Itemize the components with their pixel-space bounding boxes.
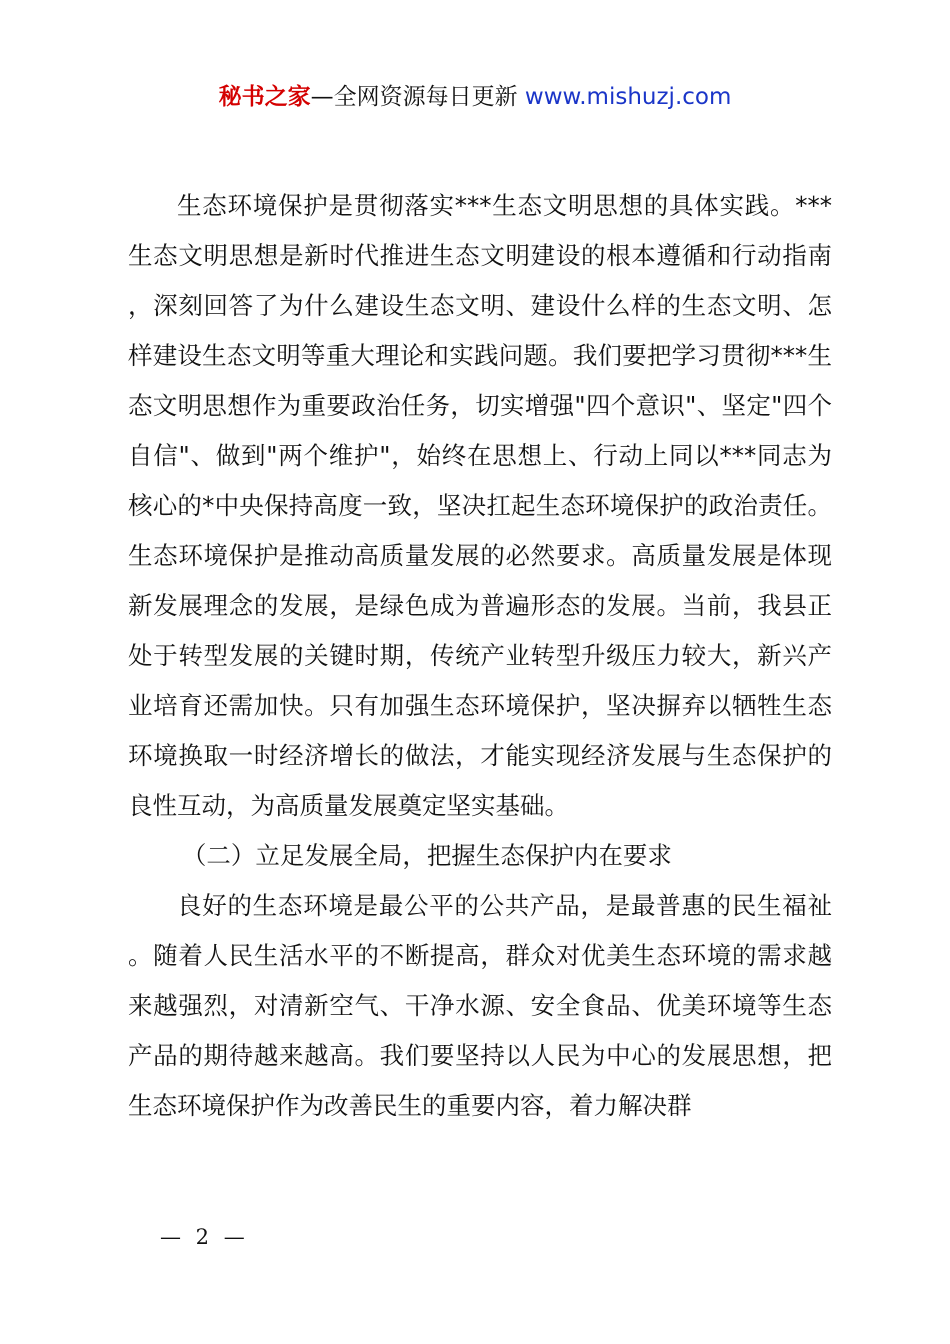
body-paragraph: 生态环境保护是贯彻落实***生态文明思想的具体实践。***生态文明思想是新时代推进生态文明建设的根本遵循和行动指南，深刻回答了为什么建设生态文明、建设什么样的生态文明、怎样建设生态文明等重大理论和实践问题。我们要把学习贯彻***生态文明思想作为重要政治任务，切实增强"四个意识"、坚定"四个自信"、做到"两个维护"，始终在思想上、行动上同以***同志为核心的*中央保持高度一致，坚决扛起生态环境保护的政治责任。生态环境保护是推动高质量发展的必然要求。高质量发展是体现新发展理念的发展，是绿色成为普遍形态的发展。当前，我县正处于转型发展的关键时期，传统产业转型升级压力较大，新兴产业培育还需加快。只有加强生态环境保护，坚决摒弃以牺牲生态环境换取一时经济增长的做法，才能实现经济发展与生态保护的良性互动，为高质量发展奠定坚实基础。: [128, 191, 832, 820]
site-url-link[interactable]: www.mishuzj.com: [524, 84, 732, 110]
body-paragraph: 良好的生态环境是最公平的公共产品，是最普惠的民生福祉。随着人民生活水平的不断提高，群众对优美生态环境的需求越来越强烈，对清新空气、干净水源、安全食品、优美环境等生态产品的期待越来越高。我们要坚持以人民为中心的发展思想，把生态环境保护作为改善民生的重要内容，着力解决群: [128, 891, 832, 1120]
section-heading: （二）立足发展全局，把握生态保护内在要求: [181, 841, 672, 870]
document-body: [128, 181, 832, 1131]
page-number: — 2 —: [160, 1225, 249, 1249]
site-header: [0, 80, 950, 114]
brand-name: 秘书之家: [218, 84, 311, 110]
header-slogan: —全网资源每日更新: [310, 84, 525, 110]
